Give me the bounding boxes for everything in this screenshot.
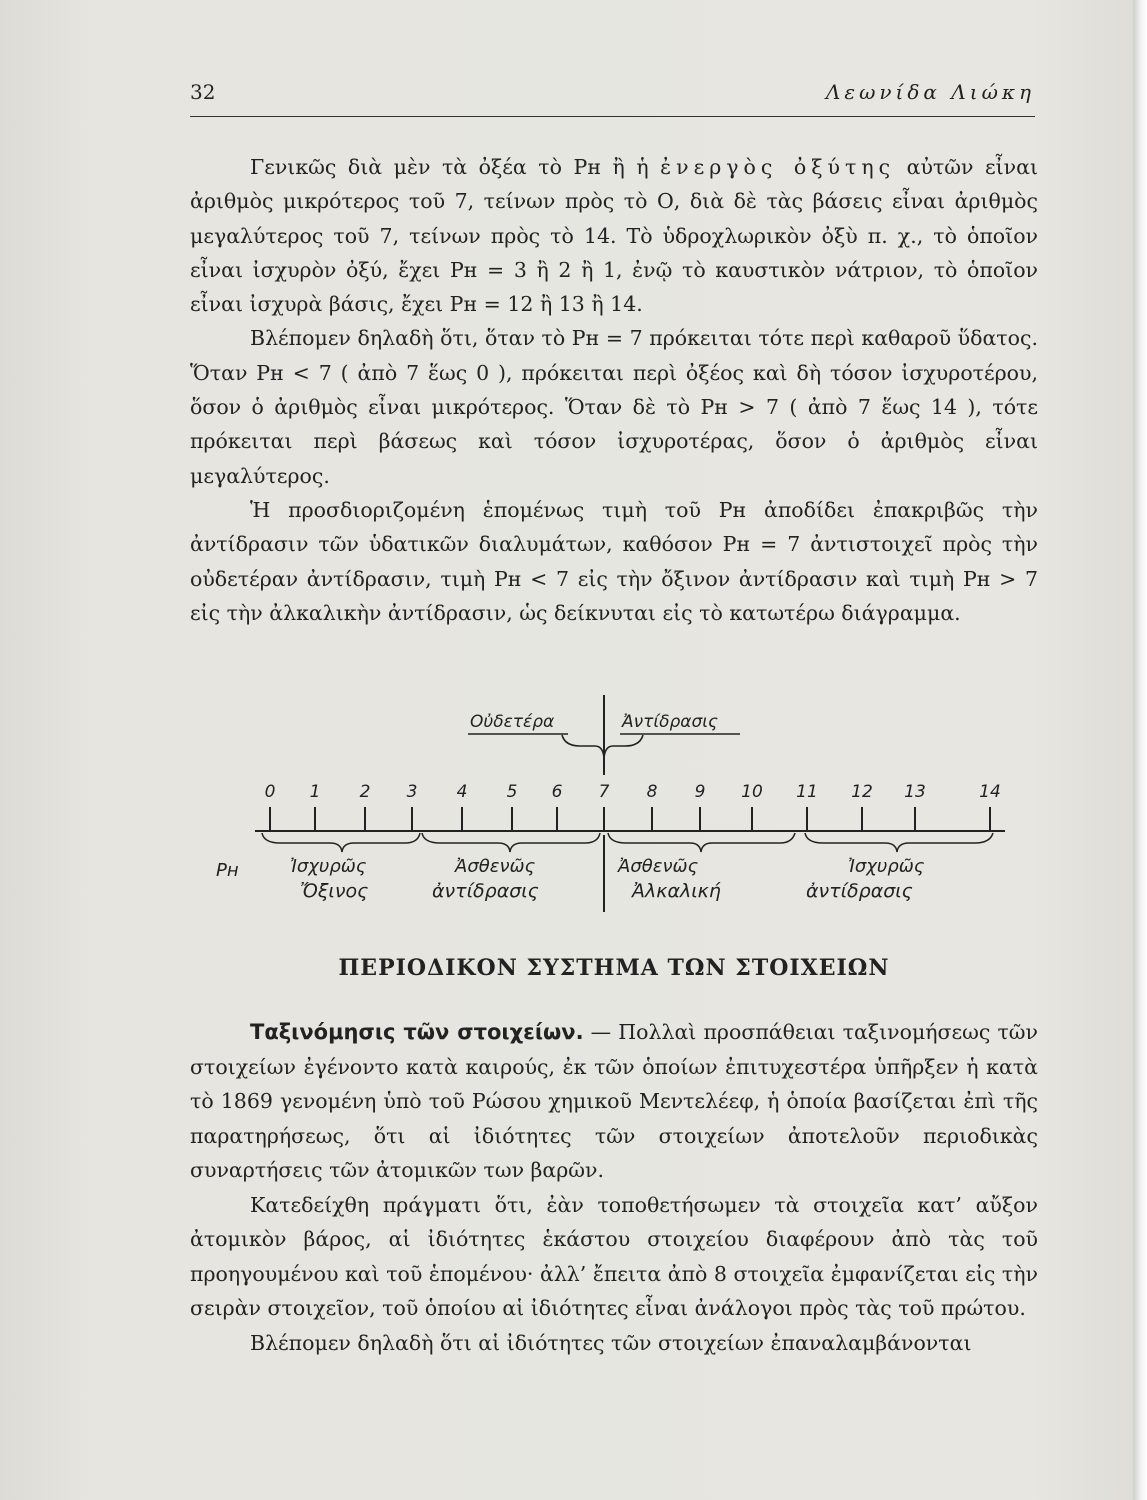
scale-number-8: 8 — [646, 782, 658, 802]
label-strong-acid: Ἰσχυρῶς — [290, 856, 367, 877]
paragraph-text: Γενικῶς διὰ μὲν τὰ ὀξέα τὸ Pʜ ἢ ἡ — [250, 155, 661, 179]
scale-number-12: 12 — [851, 782, 873, 802]
scale-number-11: 11 — [796, 782, 818, 802]
scale-number-1: 1 — [309, 782, 321, 802]
paragraph-lead: Ταξινόμησις τῶν στοιχείων. — [250, 1020, 584, 1044]
label-weak-acid: Ἀσθενῶς — [455, 856, 536, 877]
brace-strong-acid — [262, 833, 420, 852]
paragraph: Κατεδείχθη πράγματι ὅτι, ἐὰν τοποθετήσωμεν τὰ στοιχεῖα κατ’ αὔξον ἀτομικὸν βάρος, αἱ ἰδιότητες ἑκάστου στοιχείου διαφέρουν ἀπὸ τὰς τοῦ προηγουμένου καὶ τοῦ ἑπομένου· ἀλλ’ ἔπειτα ἀπὸ 8 στοιχεῖα ἐμφανίζεται εἰς τὴν σειρὰν στοιχεῖον, τοῦ ὁποίου αἱ ἰδιότητες εἶναι ἀνάλογοι πρὸς τὰς τοῦ πρώτου. — [190, 1192, 1038, 1320]
scale-number-7: 7 — [598, 782, 610, 802]
scale-number-10: 10 — [741, 782, 763, 802]
label-weak-base: Ἀσθενῶς — [618, 856, 699, 877]
scale-number-6: 6 — [551, 782, 563, 802]
scale-number-3: 3 — [406, 782, 418, 802]
label-acidic-reaction: ἀντίδρασις — [432, 880, 539, 902]
scale-number-13: 13 — [904, 782, 926, 802]
page-number: 32 — [190, 80, 216, 104]
scale-number-14: 14 — [979, 782, 1001, 802]
diagram-label-neutral: Οὐδετέρα — [470, 712, 555, 732]
paragraph-text: — Πολλαὶ προσπάθειαι ταξινομήσεως τῶν στοιχείων ἐγένοντο κατὰ καιρούς, ἐκ τῶν ὁποίων ἐπιτυχεστέρα ὑπῆρξεν ἡ κατὰ τὸ 1869 γενομένη ὑπὸ τοῦ Ρώσου χημικοῦ Μεντελέεφ, ἡ ὁποία βασίζεται ἐπὶ τῆς παρατηρήσεως, ὅτι αἱ ἰδιότητες τῶν στοιχείων ἀποτελοῦν περιοδικὰς συναρτήσεις τῶν ἀτομικῶν των βαρῶν. — [190, 1020, 1038, 1182]
spaced-emphasis: ἐνεργὸς ὀξύτης — [660, 155, 896, 179]
paragraph: Ἡ προσδιοριζομένη ἑπομένως τιμὴ τοῦ Pʜ ἀποδίδει ἐπακριβῶς τὴν ἀντίδρασιν τῶν ὑδατικῶν διαλυμάτων, καθόσον Pʜ = 7 ἀντιστοιχεῖ πρὸς τὴν οὐδετέραν ἀντίδρασιν, τιμὴ Pʜ < 7 εἰς τὴν ὄξινον ἀντίδρασιν καὶ τιμὴ Pʜ > 7 εἰς τὴν ἀλκαλικὴν ἀντίδρασιν, ὡς δείκνυται εἰς τὸ κατωτέρω διάγραμμα. — [190, 497, 1038, 625]
label-alkaline-reaction: ἀντίδρασις — [806, 880, 913, 902]
scale-number-2: 2 — [359, 782, 371, 802]
scale-ticks — [270, 807, 990, 831]
running-head: Λεωνίδα Λιώκη — [825, 80, 1035, 104]
paragraph — [190, 1015, 1038, 1188]
paragraph-text: αὐτῶν εἶναι ἀριθμὸς μικρότερος τοῦ 7, τείνων πρὸς τὸ Ο, διὰ δὲ τὰς βάσεις εἶναι ἀριθμὸς μεγαλύτερος τοῦ 7, τείνων πρὸς τὸ 14. Τὸ ὑδροχλωρικὸν ὀξὺ π. χ., τὸ ὁποῖον εἶναι ἰσχυρὸν ὀξύ, ἔχει Pʜ = 3 ἢ 2 ἢ 1, ἐνῷ τὸ καυστικὸν νάτριον, τὸ ὁποῖον εἶναι ἰσχυρὰ βάσις, ἔχει Pʜ = 12 ἢ 13 ἢ 14. — [190, 155, 1038, 317]
axis-label-ph: Pʜ — [216, 860, 239, 881]
scale-number-5: 5 — [506, 782, 518, 802]
brace-weak-acid — [422, 833, 600, 852]
scale-number-9: 9 — [694, 782, 706, 802]
paragraph: Βλέπομεν δηλαδὴ ὅτι αἱ ἰδιότητες τῶν στοιχείων ἐπαναλαμβάνονται — [250, 1330, 972, 1355]
label-strong-base: Ἰσχυρῶς — [848, 856, 925, 877]
scale-numbers — [265, 782, 1001, 802]
diagram-label-reaction: Ἀντίδρασις — [622, 712, 719, 732]
label-alkaline: Ἀλκαλική — [632, 880, 721, 902]
brace-strong-base — [805, 833, 993, 852]
section-title: ΠΕΡΙΟΔΙΚΟΝ ΣΥΣΤΗΜΑ ΤΩΝ ΣΤΟΙΧΕΙΩΝ — [338, 955, 890, 981]
scale-number-4: 4 — [456, 782, 468, 802]
brace-weak-base — [608, 833, 795, 852]
top-brace — [562, 735, 643, 758]
scale-number-0: 0 — [264, 782, 276, 802]
paragraph: Βλέπομεν δηλαδὴ ὅτι, ὅταν τὸ Pʜ = 7 πρόκειται τότε περὶ καθαροῦ ὕδατος. Ὅταν Pʜ < 7 ( ἀπὸ 7 ἕως 0 ), πρόκειται περὶ ὀξέος καὶ δὴ τόσον ἰσχυροτέρου, ὅσον ὁ ἀριθμὸς εἶναι μικρότερος. Ὅταν δὲ τὸ Pʜ > 7 ( ἀπὸ 7 ἕως 14 ), τότε πρόκειται περὶ βάσεως καὶ τόσον ἰσχυροτέρας, ὅσον ὁ ἀριθμὸς εἶναι μεγαλύτερος. — [190, 326, 1038, 488]
section-text — [190, 1015, 1038, 1360]
label-acidic: Ὄξινος — [300, 880, 369, 902]
